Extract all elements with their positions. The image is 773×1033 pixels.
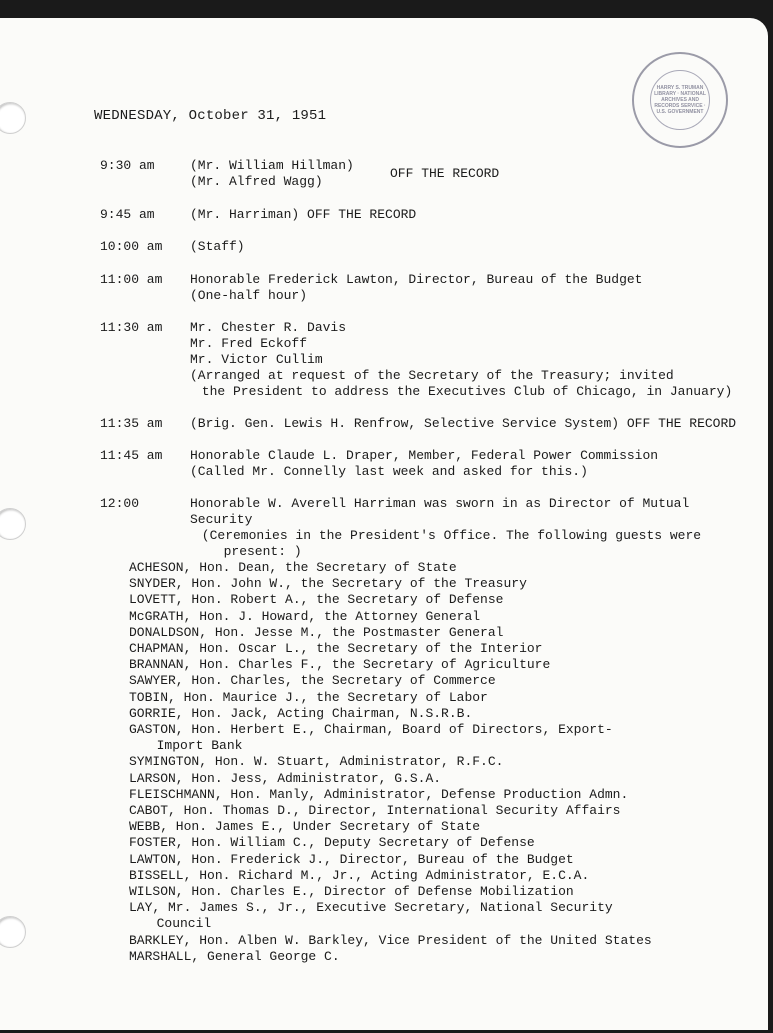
guest-item: McGRATH, Hon. J. Howard, the Attorney General [129, 608, 481, 624]
guest-item: WILSON, Hon. Charles E., Director of Defense Mobilization [129, 884, 574, 900]
guest-item: CABOT, Hon. Thomas D., Director, International Security Affairs [129, 803, 621, 819]
entry-time: 11:35 am [100, 416, 163, 431]
guest-item: LAWTON, Hon. Frederick J., Director, Bureau of the Budget [129, 851, 574, 867]
entry-line: (Mr. William Hillman) [190, 158, 354, 173]
entry-time: 12:00 [100, 496, 140, 511]
entry-line: Mr. Chester R. Davis [190, 320, 347, 335]
entry-line: Security [190, 512, 253, 527]
guest-item: LOVETT, Hon. Robert A., the Secretary of Defense [129, 592, 504, 608]
guest-item: ACHESON, Hon. Dean, the Secretary of State [129, 560, 457, 575]
entry-line: (Arranged at request of the Secretary of the Treasury; invited [190, 368, 674, 383]
guest-list [129, 560, 759, 965]
library-stamp [632, 52, 728, 148]
off-record-note: OFF THE RECORD [390, 166, 500, 181]
guest-item: FLEISCHMANN, Hon. Manly, Administrator, Defense Production Admn. [129, 786, 629, 802]
entry-time: 11:00 am [100, 272, 163, 287]
entry-line: Honorable Frederick Lawton, Director, Bureau of the Budget [190, 272, 643, 287]
entry-line: (Mr. Alfred Wagg) [190, 174, 323, 189]
punch-hole [0, 916, 26, 948]
guest-item: WEBB, Hon. James E., Under Secretary of State [129, 819, 481, 835]
guest-item: SNYDER, Hon. John W., the Secretary of the Treasury [129, 576, 527, 592]
guest-item: BISSELL, Hon. Richard M., Jr., Acting Administrator, E.C.A. [129, 867, 590, 883]
punch-hole [0, 508, 26, 540]
entry-line: (Called Mr. Connelly last week and asked for this.) [190, 464, 588, 479]
entry-line: Honorable W. Averell Harriman was sworn in as Director of Mutual [190, 496, 690, 511]
entry-line: Mr. Fred Eckoff [190, 336, 308, 351]
guest-item: SAWYER, Hon. Charles, the Secretary of Commerce [129, 673, 496, 689]
guest-item: SYMINGTON, Hon. W. Stuart, Administrator, R.F.C. [129, 754, 504, 770]
entry-line: (Staff) [190, 239, 245, 254]
punch-hole [0, 102, 26, 134]
entry-line: present: ) [208, 544, 302, 559]
entry-line: Mr. Victor Cullim [190, 352, 323, 367]
guest-item: LAY, Mr. James S., Jr., Executive Secretary, National Security [129, 900, 613, 916]
guest-item: GASTON, Hon. Herbert E., Chairman, Board of Directors, Export- [129, 722, 613, 738]
document-page [0, 18, 768, 1030]
guest-item-continuation: Import Bank [141, 738, 243, 754]
guest-item: FOSTER, Hon. William C., Deputy Secretary of Defense [129, 835, 535, 851]
entry-line: (Ceremonies in the President's Office. The following guests were [194, 528, 702, 543]
guest-item: CHAPMAN, Hon. Oscar L., the Secretary of the Interior [129, 641, 543, 657]
entry-line: (Mr. Harriman) OFF THE RECORD [190, 207, 417, 222]
page-date-heading: WEDNESDAY, October 31, 1951 [94, 108, 327, 124]
entry-time: 11:45 am [100, 448, 163, 463]
entry-time: 9:30 am [100, 158, 155, 173]
entry-time: 11:30 am [100, 320, 163, 335]
guest-item: BRANNAN, Hon. Charles F., the Secretary of Agriculture [129, 657, 551, 673]
guest-item: TOBIN, Hon. Maurice J., the Secretary of Labor [129, 689, 488, 705]
entry-time: 9:45 am [100, 207, 155, 222]
guest-item: GORRIE, Hon. Jack, Acting Chairman, N.S.R.B. [129, 705, 473, 721]
entry-line: (One-half hour) [190, 288, 308, 303]
entry-line: the President to address the Executives Club of Chicago, in January) [194, 384, 733, 399]
guest-item: MARSHALL, General George C. [129, 948, 340, 964]
entry-line: Honorable Claude L. Draper, Member, Federal Power Commission [190, 448, 659, 463]
guest-item-continuation: Council [141, 916, 212, 932]
stamp-text: HARRY S. TRUMAN LIBRARY · NATIONAL ARCHIVES AND RECORDS SERVICE · U.S. GOVERNMENT [650, 70, 710, 130]
guest-item: LARSON, Hon. Jess, Administrator, G.S.A. [129, 770, 442, 786]
guest-item: BARKLEY, Hon. Alben W. Barkley, Vice President of the United States [129, 932, 652, 948]
entry-time: 10:00 am [100, 239, 163, 254]
entry-line: (Brig. Gen. Lewis H. Renfrow, Selective Service System) OFF THE RECORD [190, 416, 737, 431]
guest-item: DONALDSON, Hon. Jesse M., the Postmaster General [129, 624, 504, 640]
